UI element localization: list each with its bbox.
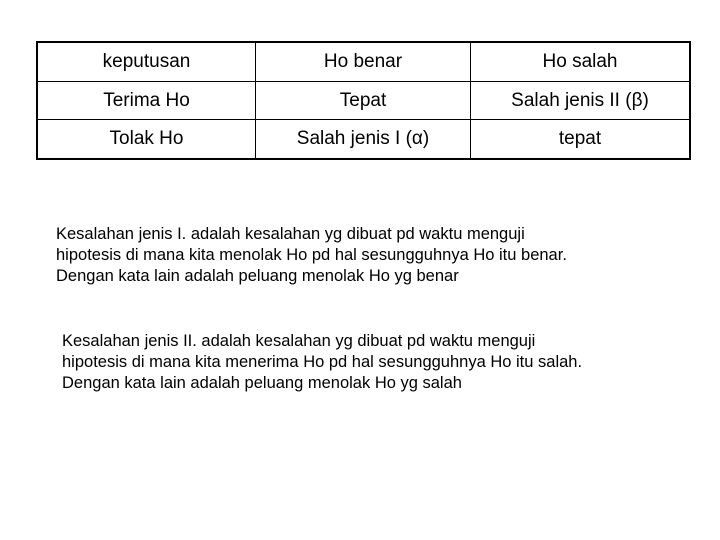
paragraph-line: Kesalahan jenis I. adalah kesalahan yg dibuat pd waktu menguji (56, 225, 525, 243)
cell-reject-ho-false: tepat (471, 120, 691, 160)
table-row-reject (37, 120, 690, 160)
type-one-error-paragraph (56, 224, 567, 287)
paragraph-line: Dengan kata lain adalah peluang menolak Ho yg salah (62, 374, 462, 392)
table-header-row (37, 42, 690, 82)
header-cell-ho-false: Ho salah (471, 42, 691, 82)
paragraph-line: Kesalahan jenis II. adalah kesalahan yg dibuat pd waktu menguji (62, 332, 536, 350)
cell-reject-ho-true: Salah jenis I (α) (256, 120, 471, 160)
cell-accept-label: Terima Ho (37, 82, 256, 120)
paragraph-line: Dengan kata lain adalah peluang menolak Ho yg benar (56, 267, 459, 285)
cell-reject-label: Tolak Ho (37, 120, 256, 160)
header-cell-decision: keputusan (37, 42, 256, 82)
cell-accept-ho-true: Tepat (256, 82, 471, 120)
type-two-error-paragraph (62, 331, 582, 394)
table-row-accept (37, 82, 690, 120)
cell-accept-ho-false: Salah jenis II (β) (471, 82, 691, 120)
paragraph-line: hipotesis di mana kita menerima Ho pd hal sesungguhnya Ho itu salah. (62, 353, 583, 371)
paragraph-line: hipotesis di mana kita menolak Ho pd hal sesungguhnya Ho itu benar. (56, 246, 567, 264)
header-cell-ho-true: Ho benar (256, 42, 471, 82)
decision-error-table (36, 41, 691, 160)
